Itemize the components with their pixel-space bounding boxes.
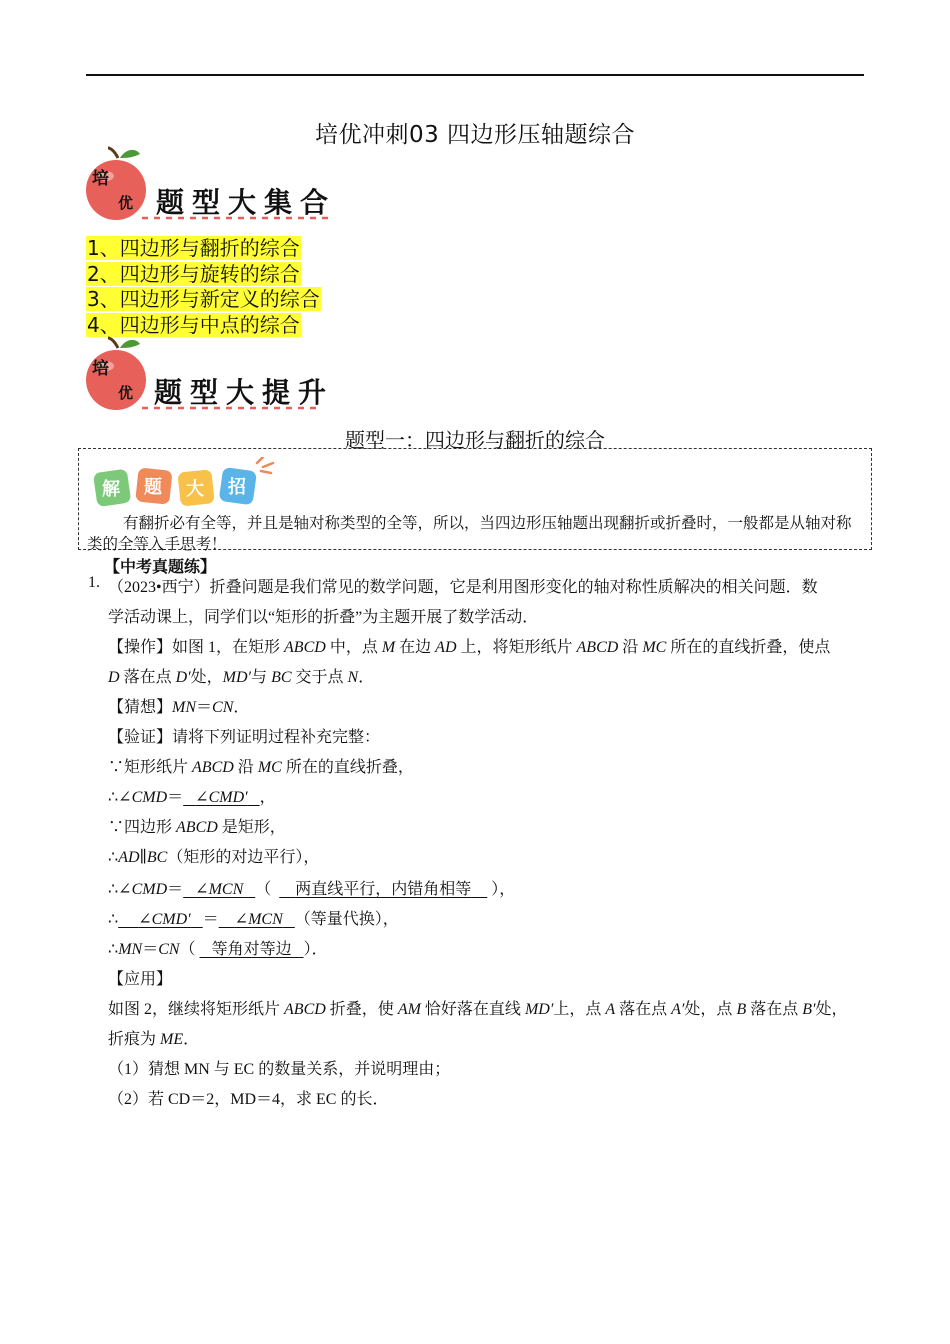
tip-box: [78, 448, 872, 553]
toc-list: [86, 236, 321, 338]
proof-line7: ∴MN＝CN（ 等角对等边 ）．: [108, 941, 328, 958]
tip-badge: 大: [186, 479, 204, 500]
toc-item: 4、四边形与中点的综合: [87, 312, 300, 337]
banner-question-types: [84, 146, 344, 226]
badge-bottom: 优: [118, 194, 134, 212]
header-rule: [86, 74, 864, 76]
apply-label: 【应用】: [108, 971, 173, 988]
answer-blank: ∠MCN: [195, 881, 244, 898]
section-heading: 题型一：四边形与翻折的综合: [345, 428, 605, 452]
document-title: 培优冲刺03 四边形压轴题综合: [314, 122, 636, 148]
answer-blank: 等角对等边: [211, 941, 292, 958]
banner-question-upgrade: [84, 336, 344, 416]
answer-blank: ∠CMD′: [138, 911, 191, 928]
guess-line: 【猜想】MN＝CN．: [108, 699, 250, 716]
tip-badges: [91, 457, 281, 515]
exercise-label: 【中考真题练】: [104, 557, 217, 576]
question-2: （2）若 CD＝2，MD＝4，求 EC 的长．: [108, 1091, 389, 1108]
tip-badge: 题: [144, 477, 162, 498]
toc-item: 3、四边形与新定义的综合: [87, 287, 320, 311]
question-1: （1）猜想 MN 与 EC 的数量关系，并说明理由；: [108, 1061, 451, 1078]
toc-item: 2、四边形与旋转的综合: [87, 261, 300, 286]
proof-line2: ∴∠CMD＝ ∠CMD′ ，: [108, 789, 276, 806]
answer-blank: 两直线平行，内错角相等: [295, 881, 472, 898]
operation-line2: D 落在点 D′处，MD′与 BC 交于点 N．: [108, 669, 375, 686]
operation-line1: 【操作】如图 1，在矩形 ABCD 中，点 M 在边 AD 上，将矩形纸片 ABCD 沿 MC 所在的直线折叠，使点: [108, 639, 831, 656]
apply-line2: 折痕为 ME．: [108, 1031, 200, 1048]
tip-badge: 解: [102, 479, 120, 500]
badge-top: 培: [92, 359, 109, 379]
proof-line6: ∴ ∠CMD′ ＝ ∠MCN （等量代换），: [108, 911, 399, 928]
verify-line: 【验证】请将下列证明过程补充完整：: [108, 729, 381, 746]
proof-line4: ∴AD∥BC（矩形的对边平行），: [108, 849, 320, 866]
answer-blank: ∠MCN: [234, 911, 283, 928]
problem-number: 1.: [88, 574, 100, 591]
banner-label: 题型大集合: [156, 186, 337, 219]
tip-text: 有翻折必有全等，并且是轴对称类型的全等，所以，当四边形压轴题出现翻折或折叠时，一般都是从轴对称类的全等入手思考！: [87, 514, 852, 553]
apply-line1: 如图 2，继续将矩形纸片 ABCD 折叠，使 AM 恰好落在直线 MD′上，点 A 落在点 A′处，点 B 落在点 B′处，: [108, 1001, 848, 1018]
toc-item: 1、四边形与翻折的综合: [87, 236, 300, 260]
answer-blank: ∠CMD′: [195, 789, 248, 806]
badge-top: 培: [92, 169, 109, 189]
problem-intro-line2: 学活动课上，同学们以“矩形的折叠”为主题开展了数学活动．: [108, 609, 539, 626]
tip-badge: 招: [228, 477, 246, 498]
proof-line5: ∴∠CMD＝ ∠MCN （ 两直线平行，内错角相等 ），: [108, 881, 516, 898]
proof-line1: ∵矩形纸片 ABCD 沿 MC 所在的直线折叠，: [108, 759, 414, 776]
banner-label: 题型大提升: [154, 376, 335, 409]
proof-line3: ∵四边形 ABCD 是矩形，: [108, 819, 286, 836]
badge-bottom: 优: [118, 384, 134, 402]
problem-intro-line1: （2023•西宁）折叠问题是我们常见的数学问题，它是利用图形变化的轴对称性质解决的相关问题．数: [108, 579, 818, 596]
